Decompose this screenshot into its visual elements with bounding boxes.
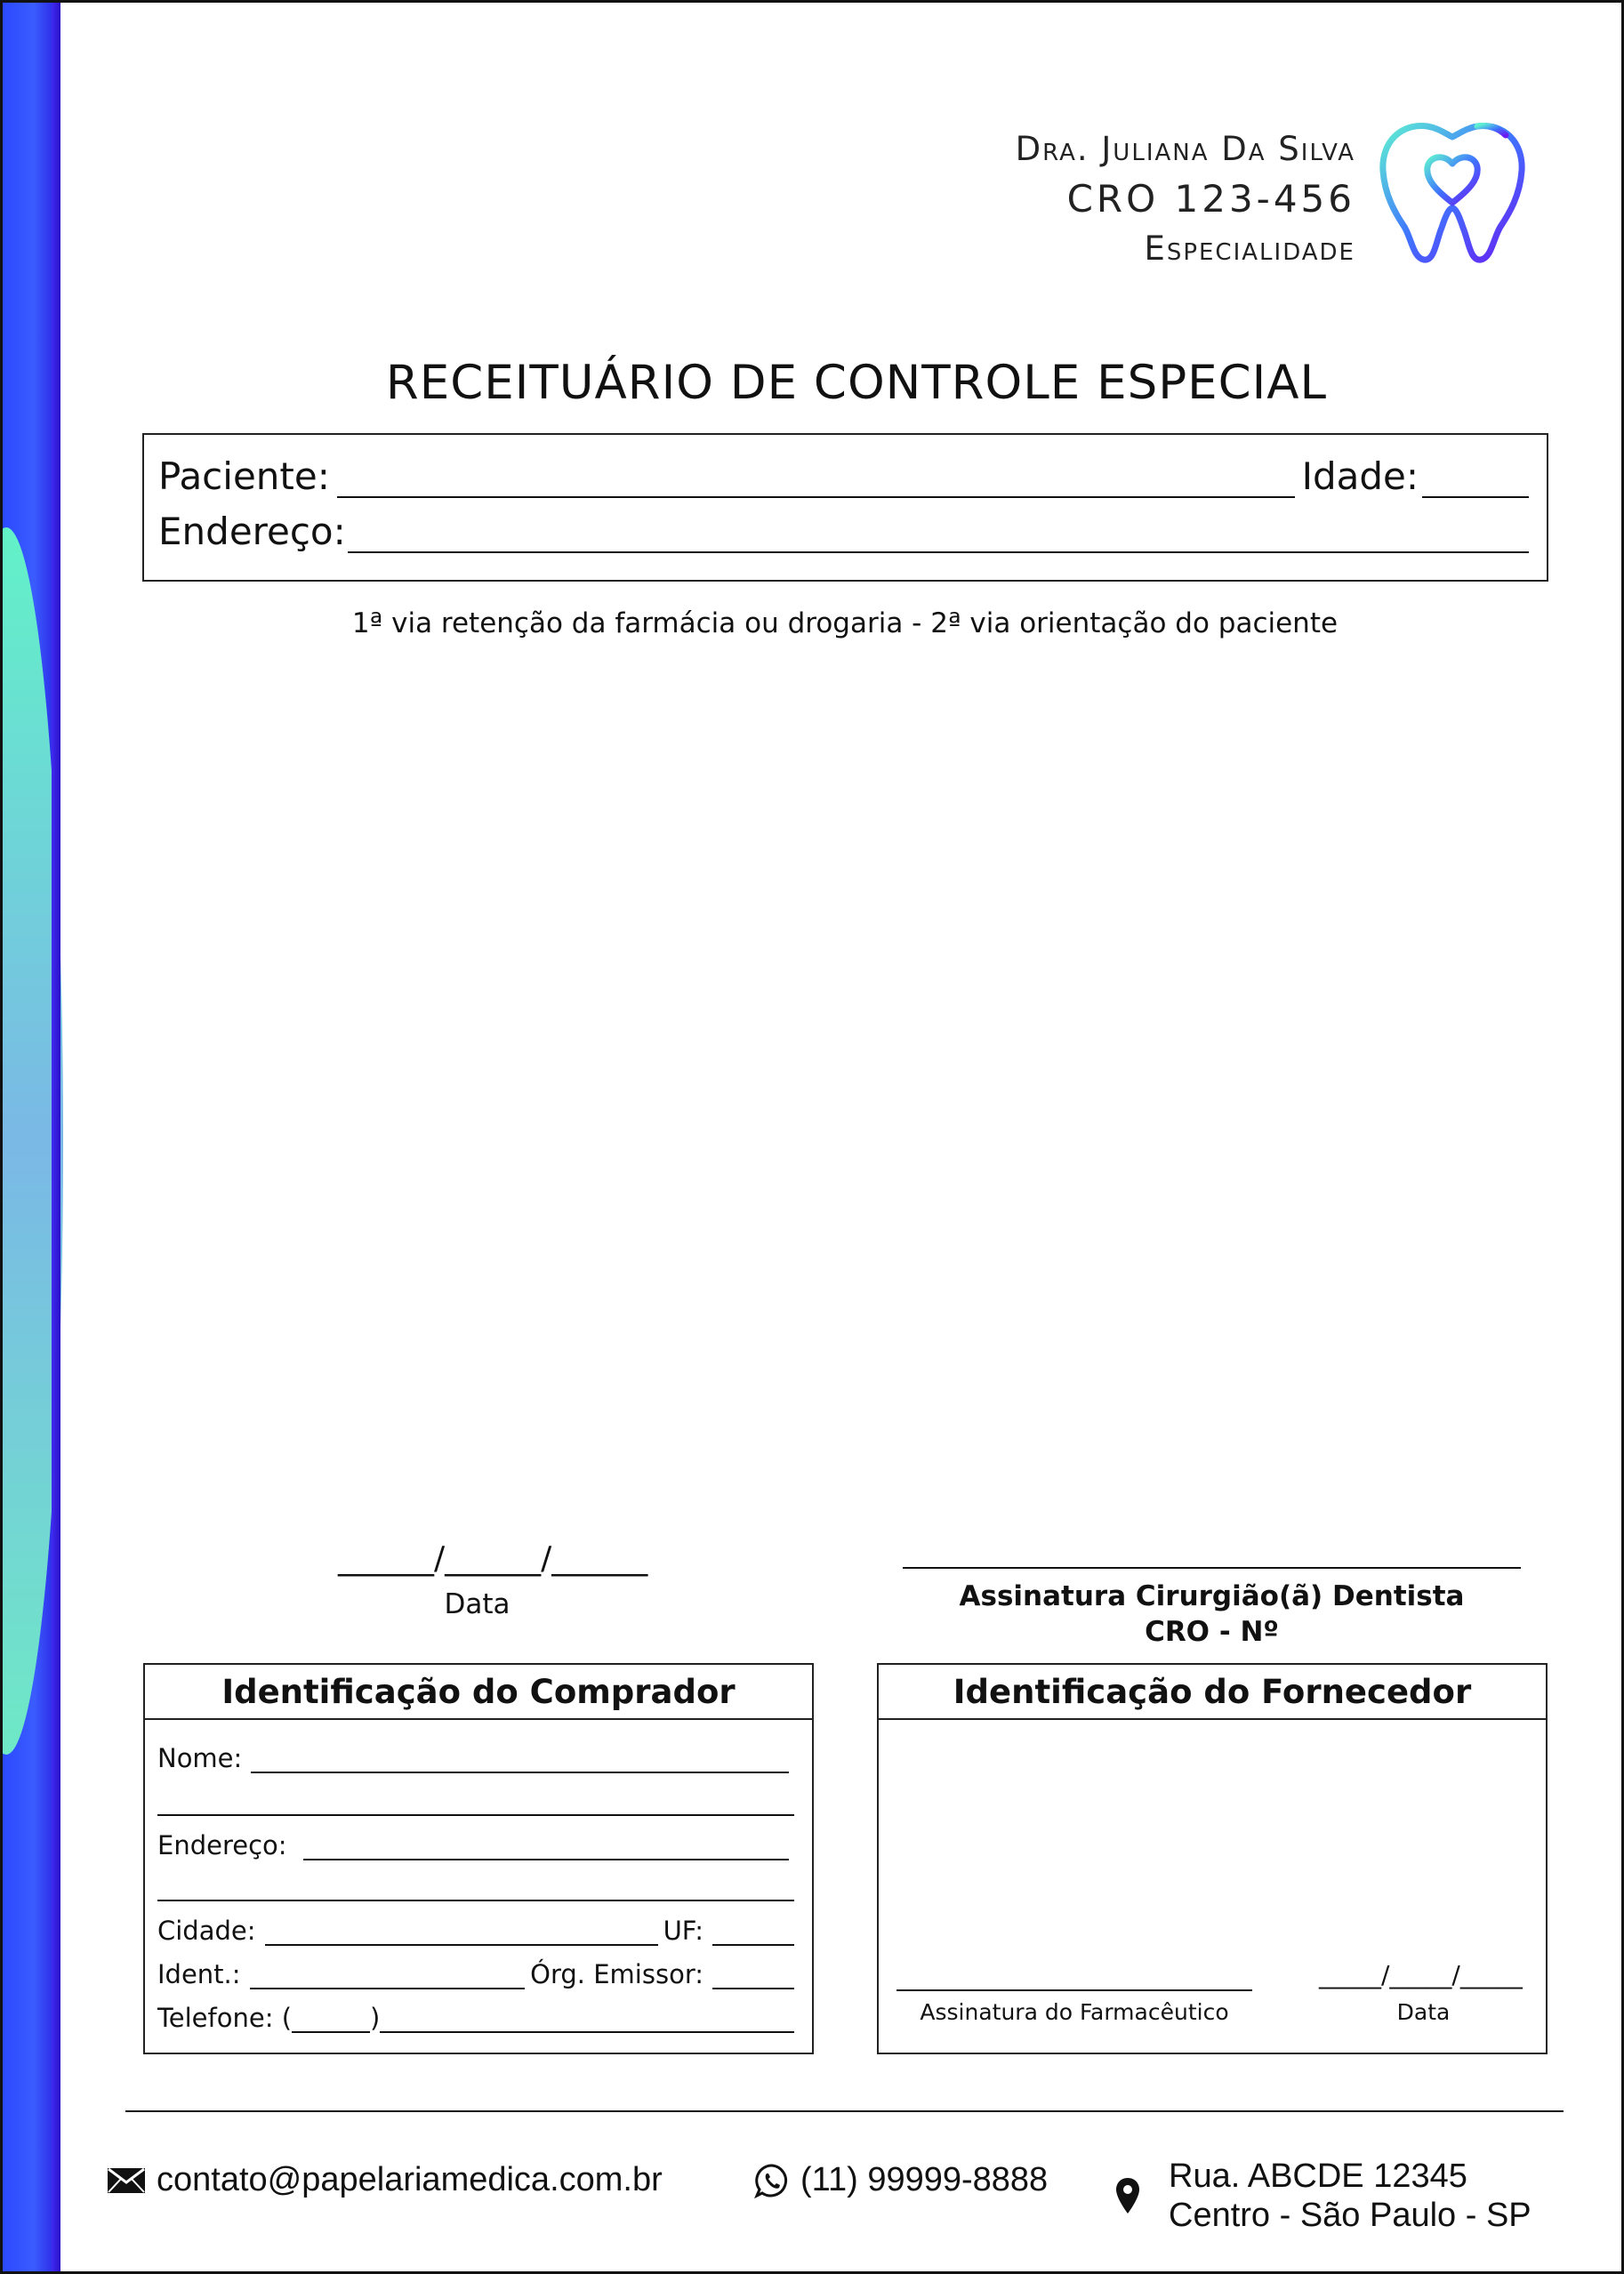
patient-name-label: Paciente: [158, 454, 330, 498]
footer-phone-text: (11) 99999-8888 [800, 2161, 1049, 2198]
patient-name-row [158, 454, 1529, 498]
buyer-phone-label: Telefone: ( [157, 2003, 293, 2033]
patient-address-row [158, 510, 1529, 553]
footer-phone [754, 2161, 1048, 2199]
dentist-signature-label [903, 1579, 1521, 1650]
patient-info-box [142, 433, 1548, 582]
buyer-box-title: Identificação do Comprador [145, 1665, 812, 1720]
supplier-box-title: Identificação do Fornecedor [879, 1665, 1546, 1720]
pharmacist-signature-label: Assinatura do Farmacêutico [920, 1999, 1229, 2025]
patient-age-field[interactable] [1422, 461, 1529, 498]
footer-address-line2: Centro - São Paulo - SP [1169, 2197, 1532, 2234]
document-title: RECEITUÁRIO DE CONTROLE ESPECIAL [385, 356, 1328, 410]
buyer-address-row [157, 1830, 794, 1860]
buyer-city-label: Cidade: [157, 1916, 256, 1946]
buyer-address-row-2 [157, 1873, 794, 1901]
buyer-name-row [157, 1743, 794, 1773]
buyer-name-label: Nome: [157, 1743, 243, 1773]
dentist-signature-field[interactable] [903, 1567, 1521, 1569]
buyer-name-row-2 [157, 1788, 794, 1816]
buyer-id-label: Ident.: [157, 1959, 241, 1989]
footer-address-text [1169, 2157, 1532, 2235]
buyer-id-field[interactable] [250, 1961, 526, 1989]
dentist-cro-text: CRO - Nº [1145, 1616, 1279, 1648]
buyer-id-row [157, 1959, 794, 1989]
prescription-date-label: Data [444, 1588, 511, 1620]
prescription-date-field[interactable]: ______/______/______ [338, 1540, 648, 1577]
tooth-heart-logo-icon [1374, 116, 1530, 267]
buyer-uf-field[interactable] [712, 1917, 794, 1946]
footer-email [107, 2161, 663, 2199]
supplier-date-field[interactable]: _____/_____/_____ [1319, 1960, 1523, 1989]
supplier-identification-box [877, 1663, 1548, 2054]
buyer-address-field-2[interactable] [157, 1873, 794, 1901]
via-note: 1ª via retenção da farmácia ou drogaria - 2ª via orientação do paciente [351, 607, 1339, 639]
buyer-identification-box [143, 1663, 814, 2054]
footer-divider [125, 2110, 1564, 2112]
buyer-name-field-2[interactable] [157, 1788, 794, 1816]
buyer-issuer-field[interactable] [712, 1961, 794, 1989]
buyer-address-field[interactable] [303, 1832, 789, 1860]
doctor-specialty: Especialidade [1144, 229, 1355, 268]
patient-name-field[interactable] [337, 461, 1295, 498]
buyer-phone-paren: ) [370, 2003, 381, 2033]
pharmacist-signature-field[interactable] [896, 1989, 1252, 1991]
buyer-city-field[interactable] [265, 1917, 658, 1946]
buyer-uf-label: UF: [663, 1916, 703, 1946]
doctor-header [1016, 125, 1355, 274]
patient-address-label: Endereço: [158, 510, 346, 553]
doctor-name: Dra. Juliana Da Silva [1015, 130, 1355, 168]
buyer-phone-row [157, 2003, 794, 2033]
whatsapp-icon [754, 2163, 790, 2198]
supplier-date-label: Data [1396, 1999, 1451, 2025]
footer-email-text: contato@papelariamedica.com.br [157, 2161, 663, 2198]
doctor-cro: CRO 123-456 [1066, 177, 1355, 221]
side-band-edge [52, 3, 60, 2271]
patient-address-field[interactable] [348, 516, 1529, 553]
buyer-phone-area-field[interactable] [292, 2005, 370, 2033]
buyer-name-field[interactable] [251, 1745, 789, 1773]
buyer-address-label: Endereço: [157, 1830, 287, 1860]
buyer-phone-field[interactable] [380, 2005, 794, 2033]
buyer-city-row [157, 1916, 794, 1946]
dentist-signature-text: Assinatura Cirurgião(ã) Dentista [959, 1580, 1465, 1612]
location-pin-icon [1113, 2176, 1142, 2215]
footer-address-line1: Rua. ABCDE 12345 [1169, 2157, 1467, 2195]
patient-age-label: Idade: [1301, 454, 1419, 498]
footer-address [1113, 2157, 1532, 2235]
envelope-icon [107, 2167, 146, 2194]
buyer-issuer-label: Órg. Emissor: [530, 1959, 703, 1989]
